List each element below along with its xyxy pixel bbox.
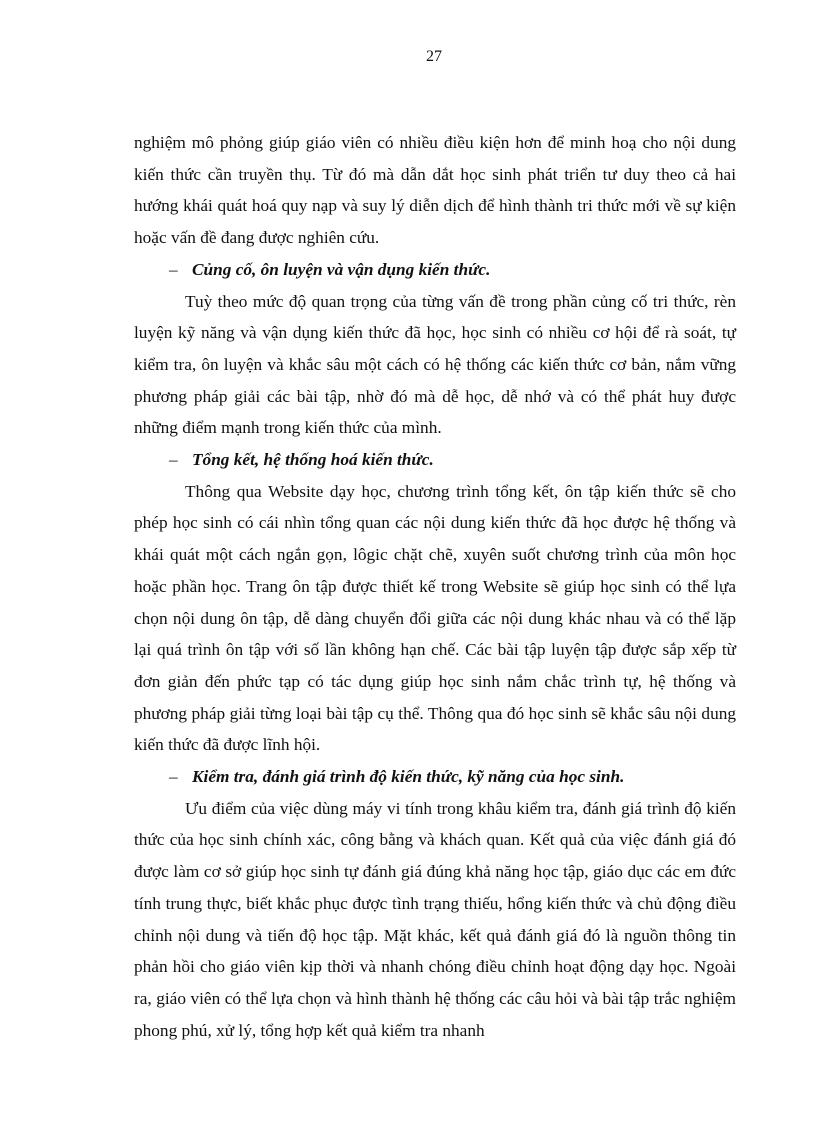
dash-bullet: – xyxy=(169,450,178,470)
body-paragraph: Thông qua Website dạy học, chương trình tổng kết, ôn tập kiến thức sẽ cho phép học sinh có cái nhìn tổng quan các nội dung kiến thức đã học được hệ thống và khái quát một cách ngắn gọn, lôgic chặt chẽ, xuyên suốt chương trình của môn học hoặc phần học. Trang ôn tập được thiết kế trong Website sẽ giúp học sinh có thể lựa chọn nội dung ôn tập, dễ dàng chuyển đổi giữa các nội dung khác nhau và có thể lặp lại quá trình ôn tập với số lần không hạn chế. Các bài tập luyện tập được sắp xếp từ đơn giản đến phức tạp có tác dụng giúp học sinh nắm chắc trình tự, hệ thống và phương pháp giải từng loại bài tập cụ thể. Thông qua đó học sinh sẽ khắc sâu nội dung kiến thức đã được lĩnh hội. xyxy=(134,481,736,755)
dash-bullet: – xyxy=(169,259,178,279)
body-paragraph: nghiệm mô phỏng giúp giáo viên có nhiều điều kiện hơn để minh hoạ cho nội dung kiến thức cần truyền thụ. Từ đó mà dẫn dắt học sinh phát triển tư duy theo cả hai hướng khái quát hoá quy nạp và suy lý diễn dịch để hình thành tri thức mới về sự kiện hoặc vấn đề đang được nghiên cứu. xyxy=(134,133,736,248)
section-heading-text: Tổng kết, hệ thống hoá kiến thức. xyxy=(192,450,434,470)
section-heading-text: Kiểm tra, đánh giá trình độ kiến thức, kỹ năng của học sinh. xyxy=(192,767,625,787)
page-number: 27 xyxy=(426,48,442,65)
section-heading xyxy=(134,761,736,793)
section-heading-text: Củng cố, ôn luyện và vận dụng kiến thức. xyxy=(192,259,491,279)
body-paragraph: Ưu điểm của việc dùng máy vi tính trong khâu kiểm tra, đánh giá trình độ kiến thức của học sinh chính xác, công bằng và khách quan. Kết quả của việc đánh giá đó được làm cơ sở giúp học sinh tự đánh giá đúng khả năng học tập, giáo dục các em đức tính trung thực, biết khắc phục được tình trạng thiếu, hổng kiến thức và chủ động điều chỉnh nội dung và tiến độ học tập. Mặt khác, kết quả đánh giá đó là nguồn thông tin phản hồi cho giáo viên kịp thời và nhanh chóng điều chỉnh hoạt động dạy học. Ngoài ra, giáo viên có thể lựa chọn và hình thành hệ thống các câu hỏi và bài tập trắc nghiệm phong phú, xử lý, tổng hợp kết quả kiểm tra nhanh xyxy=(134,798,736,1040)
section-heading xyxy=(134,254,736,286)
dash-bullet: – xyxy=(169,767,178,787)
section-heading xyxy=(134,444,736,476)
body-paragraph: Tuỳ theo mức độ quan trọng của từng vấn đề trong phần củng cố tri thức, rèn luyện kỹ năng và vận dụng kiến thức đã học, học sinh có nhiều cơ hội để rà soát, tự kiểm tra, ôn luyện và khắc sâu một cách có hệ thống các kiến thức cơ bản, nắm vững phương pháp giải các bài tập, nhờ đó mà dễ học, dễ nhớ và có thể phát huy được những điểm mạnh trong kiến thức của mình. xyxy=(134,291,736,438)
document-body xyxy=(134,127,736,1046)
